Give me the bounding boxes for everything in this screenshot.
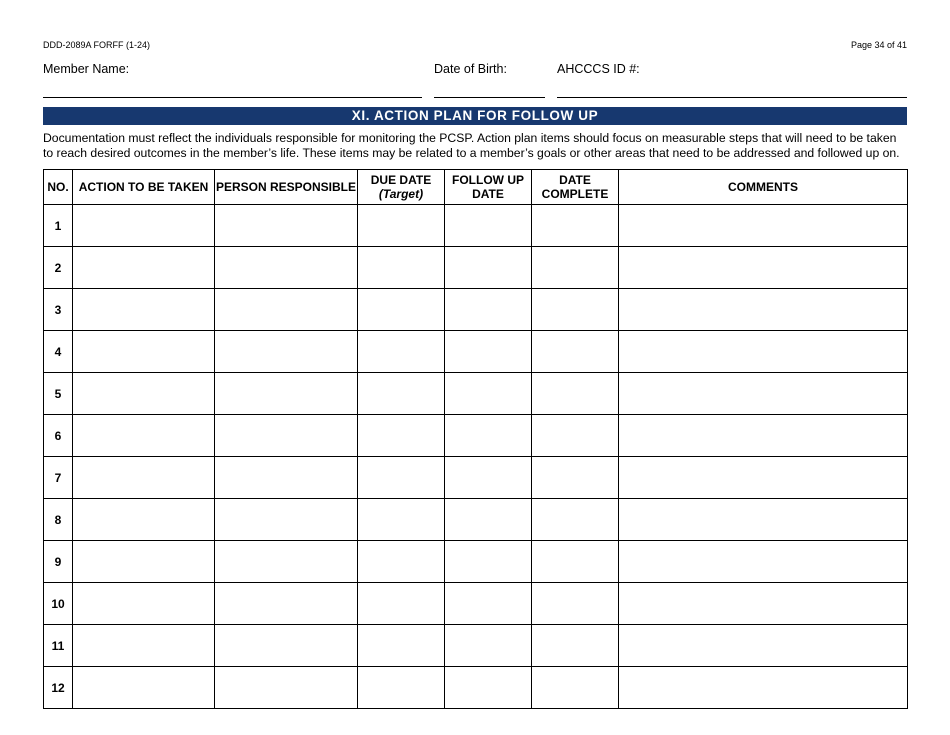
followup-date-cell[interactable]: [445, 415, 532, 457]
due-date-cell[interactable]: [358, 583, 445, 625]
form-code: DDD-2089A FORFF (1-24): [43, 40, 151, 50]
date-complete-cell[interactable]: [532, 331, 619, 373]
table-row: [44, 541, 908, 583]
person-cell[interactable]: [215, 457, 358, 499]
comments-cell[interactable]: [619, 247, 908, 289]
due-date-cell[interactable]: [358, 415, 445, 457]
followup-date-cell[interactable]: [445, 457, 532, 499]
due-date-cell[interactable]: [358, 541, 445, 583]
person-cell[interactable]: [215, 247, 358, 289]
table-row: [44, 331, 908, 373]
table-row: [44, 667, 908, 709]
row-number: 12: [44, 667, 73, 709]
comments-cell[interactable]: [619, 457, 908, 499]
followup-date-cell[interactable]: [445, 373, 532, 415]
col-header-no: NO.: [44, 170, 73, 205]
due-date-cell[interactable]: [358, 373, 445, 415]
dob-label: Date of Birth:: [434, 62, 507, 76]
col-header-comments: COMMENTS: [619, 170, 908, 205]
due-date-cell[interactable]: [358, 625, 445, 667]
row-number: 3: [44, 289, 73, 331]
col-header-due-target: (Target): [378, 187, 424, 201]
followup-date-cell[interactable]: [445, 331, 532, 373]
instructions-text: Documentation must reflect the individuals responsible for monitoring the PCSP. Action plan items should focus on measurable steps that will need to be taken to reach desired outcomes in the member’s life. These items may be related to a member’s goals or other areas that need to be addressed and followed up on.: [43, 131, 900, 160]
member-name-label: Member Name:: [43, 62, 130, 76]
date-complete-cell[interactable]: [532, 499, 619, 541]
followup-date-cell[interactable]: [445, 583, 532, 625]
comments-cell[interactable]: [619, 331, 908, 373]
col-header-followup: FOLLOW UP DATE: [445, 170, 532, 205]
dob-field[interactable]: [434, 97, 545, 98]
date-complete-cell[interactable]: [532, 373, 619, 415]
ahcccs-id-label: AHCCCS ID #:: [557, 62, 640, 76]
col-header-action: ACTION TO BE TAKEN: [73, 170, 215, 205]
action-cell[interactable]: [73, 415, 215, 457]
comments-cell[interactable]: [619, 373, 908, 415]
action-cell[interactable]: [73, 625, 215, 667]
row-number: 10: [44, 583, 73, 625]
col-header-person: PERSON RESPONSIBLE: [215, 170, 358, 205]
person-cell[interactable]: [215, 583, 358, 625]
comments-cell[interactable]: [619, 625, 908, 667]
action-cell[interactable]: [73, 205, 215, 247]
followup-date-cell[interactable]: [445, 625, 532, 667]
table-row: [44, 247, 908, 289]
person-cell[interactable]: [215, 541, 358, 583]
col-header-due-date: [358, 170, 445, 205]
due-date-cell[interactable]: [358, 667, 445, 709]
table-row: [44, 289, 908, 331]
followup-date-cell[interactable]: [445, 541, 532, 583]
followup-date-cell[interactable]: [445, 289, 532, 331]
action-cell[interactable]: [73, 499, 215, 541]
action-plan-table: [43, 169, 908, 709]
member-name-field[interactable]: [43, 97, 422, 98]
comments-cell[interactable]: [619, 499, 908, 541]
due-date-cell[interactable]: [358, 205, 445, 247]
table-row: [44, 205, 908, 247]
due-date-cell[interactable]: [358, 289, 445, 331]
action-cell[interactable]: [73, 667, 215, 709]
date-complete-cell[interactable]: [532, 625, 619, 667]
comments-cell[interactable]: [619, 541, 908, 583]
followup-date-cell[interactable]: [445, 667, 532, 709]
person-cell[interactable]: [215, 667, 358, 709]
row-number: 8: [44, 499, 73, 541]
page-number: Page 34 of 41: [850, 40, 907, 50]
table-row: [44, 499, 908, 541]
person-cell[interactable]: [215, 415, 358, 457]
followup-date-cell[interactable]: [445, 247, 532, 289]
person-cell[interactable]: [215, 331, 358, 373]
due-date-cell[interactable]: [358, 499, 445, 541]
action-cell[interactable]: [73, 289, 215, 331]
row-number: 6: [44, 415, 73, 457]
action-cell[interactable]: [73, 373, 215, 415]
followup-date-cell[interactable]: [445, 205, 532, 247]
table-row: [44, 583, 908, 625]
comments-cell[interactable]: [619, 583, 908, 625]
row-number: 11: [44, 625, 73, 667]
row-number: 1: [44, 205, 73, 247]
table-header-row: [44, 170, 908, 205]
person-cell[interactable]: [215, 289, 358, 331]
person-cell[interactable]: [215, 373, 358, 415]
date-complete-cell[interactable]: [532, 667, 619, 709]
date-complete-cell[interactable]: [532, 247, 619, 289]
row-number: 7: [44, 457, 73, 499]
table-row: [44, 625, 908, 667]
date-complete-cell[interactable]: [532, 415, 619, 457]
action-cell[interactable]: [73, 331, 215, 373]
col-header-complete: DATE COMPLETE: [532, 170, 619, 205]
person-cell[interactable]: [215, 205, 358, 247]
comments-cell[interactable]: [619, 289, 908, 331]
date-complete-cell[interactable]: [532, 541, 619, 583]
date-complete-cell[interactable]: [532, 457, 619, 499]
date-complete-cell[interactable]: [532, 289, 619, 331]
row-number: 5: [44, 373, 73, 415]
comments-cell[interactable]: [619, 205, 908, 247]
comments-cell[interactable]: [619, 415, 908, 457]
row-number: 2: [44, 247, 73, 289]
due-date-cell[interactable]: [358, 457, 445, 499]
row-number: 9: [44, 541, 73, 583]
comments-cell[interactable]: [619, 667, 908, 709]
table-row: [44, 457, 908, 499]
action-cell[interactable]: [73, 247, 215, 289]
col-header-due-label: DUE DATE: [370, 173, 432, 187]
table-row: [44, 373, 908, 415]
date-complete-cell[interactable]: [532, 583, 619, 625]
action-cell[interactable]: [73, 583, 215, 625]
date-complete-cell[interactable]: [532, 205, 619, 247]
followup-date-cell[interactable]: [445, 499, 532, 541]
due-date-cell[interactable]: [358, 247, 445, 289]
action-cell[interactable]: [73, 457, 215, 499]
table-row: [44, 415, 908, 457]
person-cell[interactable]: [215, 499, 358, 541]
action-cell[interactable]: [73, 541, 215, 583]
row-number: 4: [44, 331, 73, 373]
person-cell[interactable]: [215, 625, 358, 667]
ahcccs-id-field[interactable]: [557, 97, 907, 98]
section-title-bar: XI. ACTION PLAN FOR FOLLOW UP: [43, 107, 907, 125]
due-date-cell[interactable]: [358, 331, 445, 373]
